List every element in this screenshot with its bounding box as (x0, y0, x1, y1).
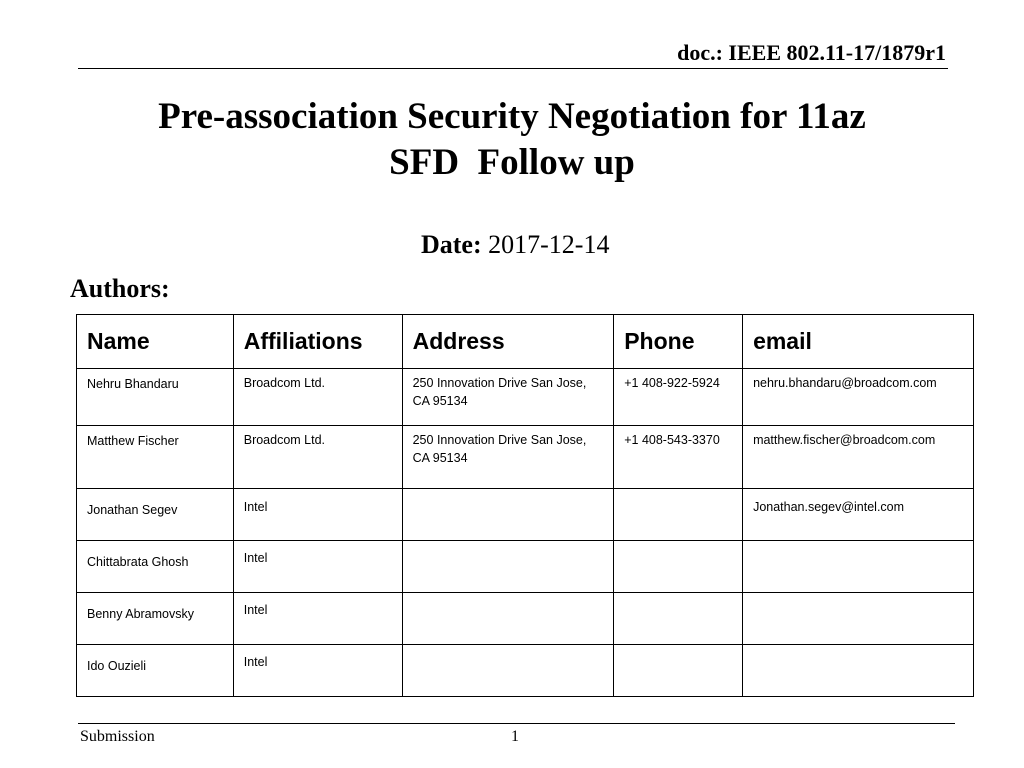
author-email (743, 645, 974, 697)
document-id: doc.: IEEE 802.11-17/1879r1 (677, 40, 946, 65)
author-affiliation: Intel (233, 645, 402, 697)
table-row (77, 489, 974, 541)
author-email: nehru.bhandaru@broadcom.com (743, 369, 974, 426)
author-affiliation: Broadcom Ltd. (233, 369, 402, 426)
table-row (77, 369, 974, 426)
table-header-row (77, 315, 974, 369)
authors-heading: Authors: (70, 274, 170, 303)
date-label: Date: (421, 230, 482, 259)
date-line (421, 230, 609, 260)
column-header-name: Name (77, 315, 234, 369)
footer-submission-label: Submission (80, 728, 155, 745)
column-header-email: email (743, 315, 974, 369)
author-phone (614, 489, 743, 541)
column-header-address: Address (402, 315, 614, 369)
table-row (77, 541, 974, 593)
author-affiliation: Broadcom Ltd. (233, 426, 402, 489)
date-value: 2017-12-14 (488, 230, 610, 259)
author-email: matthew.fischer@broadcom.com (743, 426, 974, 489)
author-address (402, 541, 614, 593)
author-phone (614, 645, 743, 697)
authors-table (76, 314, 974, 697)
author-email (743, 541, 974, 593)
author-name: Jonathan Segev (77, 489, 234, 541)
author-email: Jonathan.segev@intel.com (743, 489, 974, 541)
author-name: Nehru Bhandaru (77, 369, 234, 426)
author-address: 250 Innovation Drive San Jose, CA 95134 (402, 369, 614, 426)
author-phone: +1 408-922-5924 (614, 369, 743, 426)
column-header-affiliations: Affiliations (233, 315, 402, 369)
author-phone: +1 408-543-3370 (614, 426, 743, 489)
column-header-phone: Phone (614, 315, 743, 369)
author-name: Matthew Fischer (77, 426, 234, 489)
author-affiliation: Intel (233, 489, 402, 541)
title-line-2: SFD Follow up (389, 142, 635, 183)
table-row (77, 593, 974, 645)
author-name: Ido Ouzieli (77, 645, 234, 697)
author-affiliation: Intel (233, 593, 402, 645)
author-name: Benny Abramovsky (77, 593, 234, 645)
author-affiliation: Intel (233, 541, 402, 593)
footer-divider (78, 723, 955, 724)
title-line-1: Pre-association Security Negotiation for 11az (158, 96, 866, 137)
author-address (402, 593, 614, 645)
table-row (77, 645, 974, 697)
slide-title (0, 94, 1024, 186)
header-divider (78, 68, 948, 69)
author-address: 250 Innovation Drive San Jose, CA 95134 (402, 426, 614, 489)
author-name: Chittabrata Ghosh (77, 541, 234, 593)
table-row (77, 426, 974, 489)
author-phone (614, 541, 743, 593)
author-phone (614, 593, 743, 645)
author-address (402, 645, 614, 697)
page-number: 1 (511, 728, 519, 745)
author-address (402, 489, 614, 541)
author-email (743, 593, 974, 645)
